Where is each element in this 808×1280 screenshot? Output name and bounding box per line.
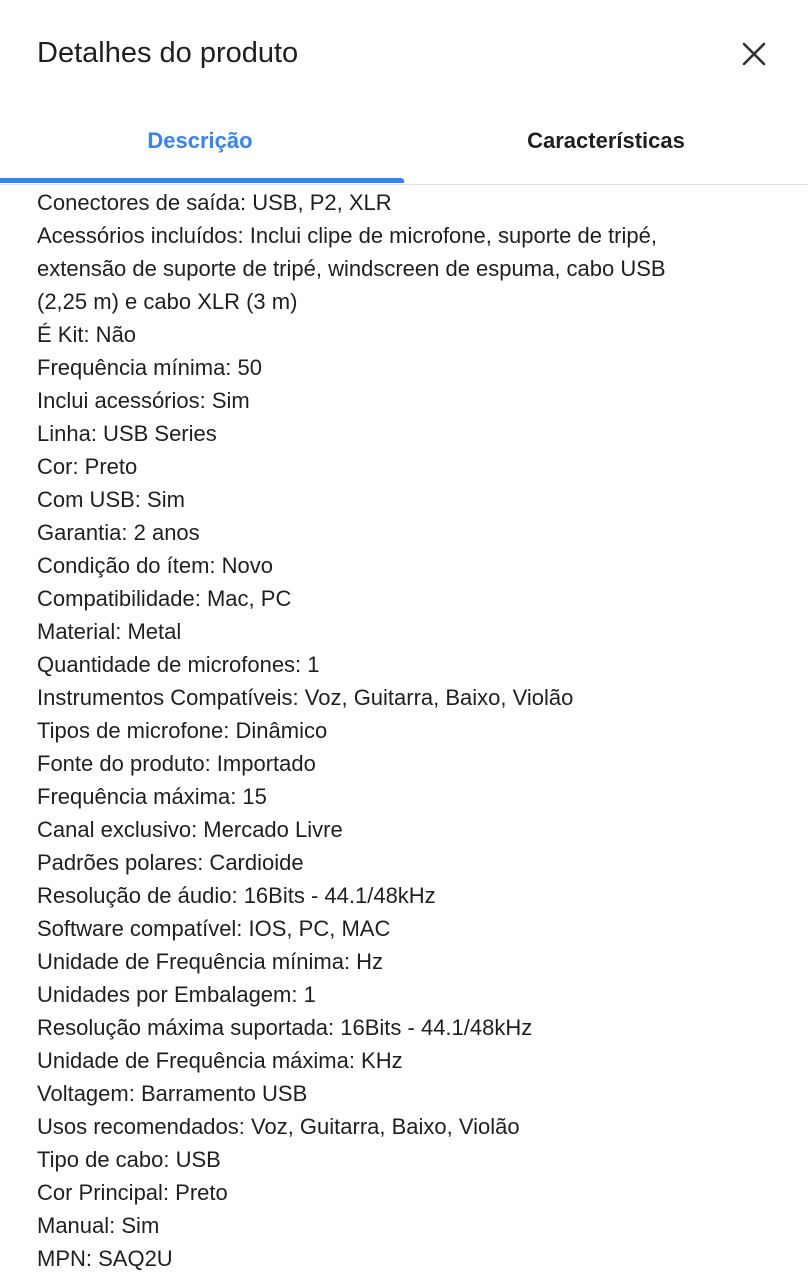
tab-bar [0,100,808,185]
description-line: Frequência mínima: 50 [37,355,262,380]
description-line: Acessórios incluídos: Inclui clipe de microfone, suporte de tripé, [37,223,657,248]
page-title: Detalhes do produto [37,37,299,69]
description-line: Tipos de microfone: Dinâmico [37,718,328,743]
description-line: Cor Principal: Preto [37,1180,228,1205]
description-line: Manual: Sim [37,1213,160,1238]
description-line: MPN: SAQ2U [37,1246,173,1271]
tab-descricao[interactable] [0,100,404,182]
description-line: Canal exclusivo: Mercado Livre [37,817,343,842]
description-line: (2,25 m) e cabo XLR (3 m) [37,289,298,314]
description-line: Unidade de Frequência mínima: Hz [37,949,384,974]
close-button[interactable] [734,34,774,74]
description-line: Instrumentos Compatíveis: Voz, Guitarra, Baixo, Violão [37,685,574,710]
description-line: Unidade de Frequência máxima: KHz [37,1048,403,1073]
description-line: Inclui acessórios: Sim [37,388,250,413]
description-content [37,186,777,1275]
description-line: Compatibilidade: Mac, PC [37,586,292,611]
description-line: Com USB: Sim [37,487,185,512]
description-line: Material: Metal [37,619,182,644]
description-line: Usos recomendados: Voz, Guitarra, Baixo, Violão [37,1114,520,1139]
modal-header [0,0,808,100]
description-line: Linha: USB Series [37,421,217,446]
description-line: Garantia: 2 anos [37,520,200,545]
close-icon [734,34,774,74]
description-line: Unidades por Embalagem: 1 [37,982,316,1007]
description-line: Tipo de cabo: USB [37,1147,221,1172]
description-line: É Kit: Não [37,322,137,347]
description-line: Conectores de saída: USB, P2, XLR [37,190,392,215]
tab-caracteristicas-label: Características [527,128,685,153]
description-line: extensão de suporte de tripé, windscreen de espuma, cabo USB [37,256,666,281]
description-line: Fonte do produto: Importado [37,751,316,776]
description-line: Frequência máxima: 15 [37,784,267,809]
description-line: Voltagem: Barramento USB [37,1081,308,1106]
description-line: Resolução de áudio: 16Bits - 44.1/48kHz [37,883,436,908]
description-line: Quantidade de microfones: 1 [37,652,320,677]
tab-caracteristicas[interactable] [404,100,808,182]
description-line: Condição do ítem: Novo [37,553,274,578]
tab-descricao-label: Descrição [147,128,253,153]
description-line: Padrões polares: Cardioide [37,850,304,875]
description-line: Software compatível: IOS, PC, MAC [37,916,391,941]
active-tab-indicator [0,178,404,183]
description-line: Resolução máxima suportada: 16Bits - 44.1/48kHz [37,1015,533,1040]
description-line: Cor: Preto [37,454,138,479]
